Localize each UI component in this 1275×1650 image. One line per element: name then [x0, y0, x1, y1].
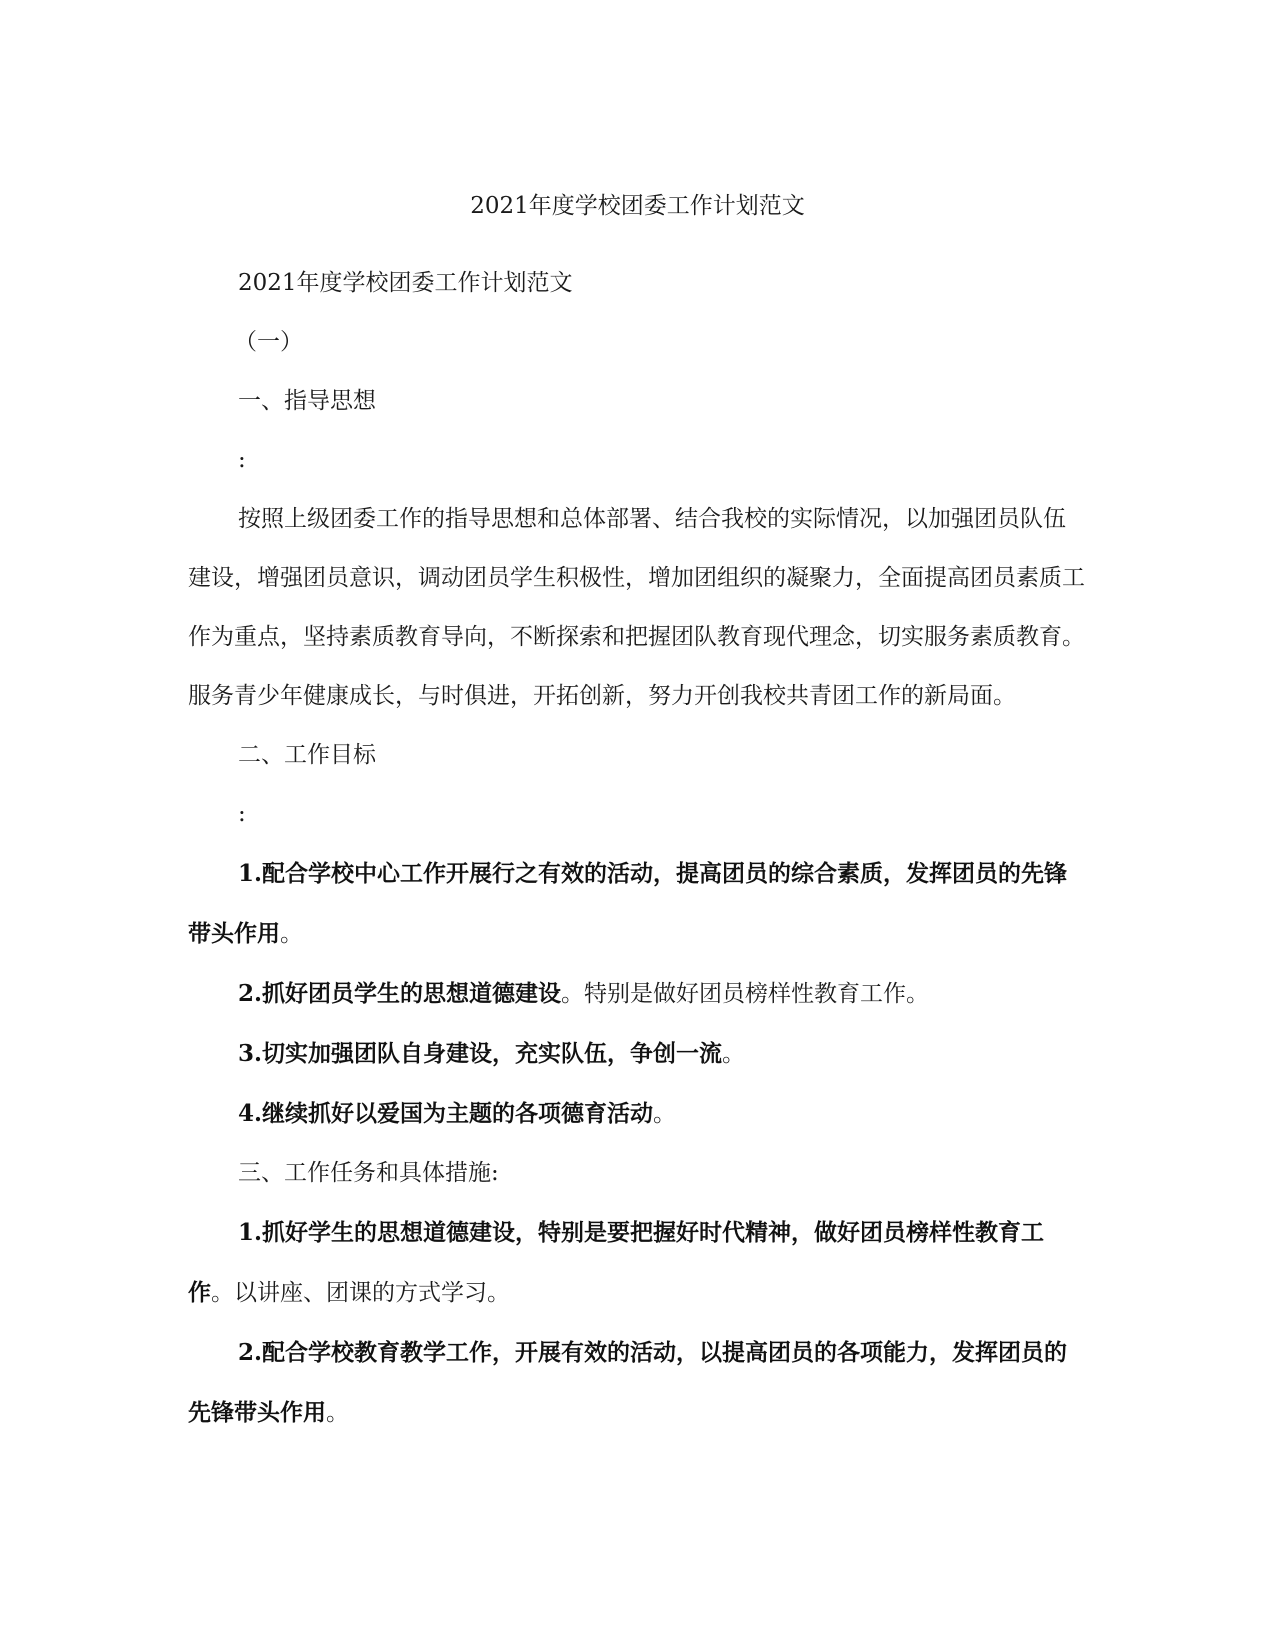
- task-item: [188, 1203, 1088, 1323]
- section1-paragraph: 按照上级团委工作的指导思想和总体部署、结合我校的实际情况，以加强团员队伍建设，增强团员意识，调动团员学生积极性，增加团组织的凝聚力，全面提高团员素质工作为重点，坚持素质教育导向，不断探索和把握团队教育现代理念，切实服务素质教育。服务青少年健康成长，与时俱进，开拓创新，努力开创我校共青团工作的新局面。: [188, 506, 1085, 709]
- section2-colon: :: [238, 801, 246, 827]
- section1-colon: :: [238, 447, 246, 473]
- task-item-rest: 。: [326, 1400, 349, 1426]
- document-subtitle: 2021年度学校团委工作计划范文: [238, 270, 573, 296]
- part-number: （一）: [234, 329, 303, 355]
- goal-item: [188, 964, 1088, 1024]
- goal-item-rest: 。: [280, 921, 303, 947]
- section3-heading: 三、工作任务和具体措施:: [238, 1160, 499, 1186]
- goal-item-bold: 1.配合学校中心工作开展行之有效的活动，提高团员的综合素质，发挥团员的先锋带头作用: [188, 860, 1068, 947]
- task-item-bold: 2.配合学校教育教学工作，开展有效的活动，以提高团员的各项能力，发挥团员的先锋带头作用: [188, 1339, 1068, 1426]
- goal-item-rest: 。: [653, 1101, 677, 1127]
- goal-item-rest: 。特别是做好团员榜样性教育工作。: [561, 981, 930, 1007]
- goal-item-bold: 2.抓好团员学生的思想道德建设: [238, 980, 562, 1007]
- task-item: [188, 1323, 1088, 1443]
- goal-item: [188, 1024, 1088, 1084]
- task-item-bold: 1.抓好学生的思想道德建设，特别是要把握好时代精神，做好团员榜样性教育工作: [188, 1219, 1045, 1306]
- goal-item-bold: 3.切实加强团队自身建设，充实队伍，争创一流: [238, 1040, 723, 1067]
- document-body: [188, 254, 1088, 1443]
- goal-item: [188, 1084, 1088, 1144]
- goal-item: [188, 844, 1088, 964]
- goal-item-bold: 4.继续抓好以爱国为主题的各项德育活动: [238, 1100, 654, 1127]
- goal-item-rest: 。: [722, 1041, 746, 1067]
- section2-heading: 二、工作目标: [238, 742, 376, 768]
- document-title: 2021年度学校团委工作计划范文: [470, 193, 805, 219]
- section1-heading: 一、指导思想: [238, 388, 376, 414]
- task-item-rest: 。以讲座、团课的方式学习。: [211, 1280, 510, 1306]
